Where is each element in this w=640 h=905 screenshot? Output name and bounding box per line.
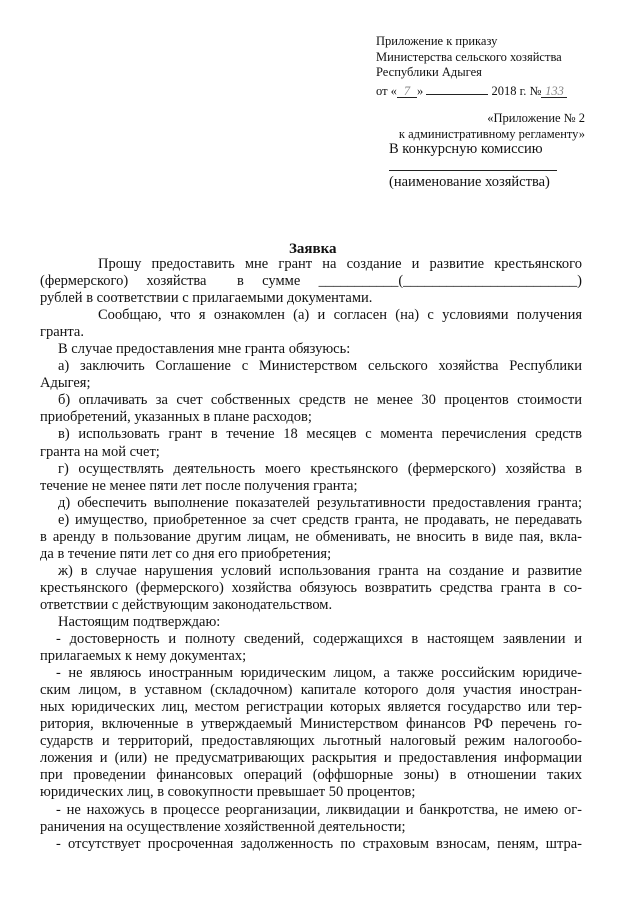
body-line: (фермерского) хозяйства в сумме ___________(________________________): [40, 273, 582, 290]
body-line: раничения на осуществление хозяйственной деятельности;: [40, 818, 406, 835]
order-attachment-header: [376, 34, 567, 99]
header-line-3: Республики Адыгея: [376, 65, 482, 79]
date-day: 7: [397, 84, 417, 98]
body-line: ритория, включенные в утверждаемый Министерством финансов РФ перечень го-: [40, 716, 582, 733]
body-line: ж) в случае нарушения условий использования гранта на создание и развитие: [58, 562, 582, 579]
attachment-line-1: «Приложение № 2: [487, 111, 585, 125]
header-line-2: Министерства сельского хозяйства: [376, 49, 562, 64]
addressee: В конкурсную комиссию: [389, 141, 543, 157]
body-line: юридических лиц, в совокупности превышает 50 процентов;: [40, 784, 416, 801]
body-line: сударств и территорий, предоставляющих льготный налоговый режим налогообо-: [40, 733, 582, 750]
document-title: Заявка: [289, 241, 337, 257]
body-line: а) заключить Соглашение с Министерством сельского хозяйства Республики: [58, 358, 582, 375]
body-line: гранта.: [40, 324, 84, 341]
body-line: в аренду в пользование другим лицам, не обменивать, не вносить в виде пая, вкла-: [40, 528, 582, 545]
body-line: Настоящим подтверждаю:: [58, 613, 221, 630]
body-line: течение не менее пяти лет после получения гранта;: [40, 477, 358, 494]
body-line: при проведении финансовых операций (оффшорные зоны) в отношении таких: [40, 767, 582, 784]
body-line: д) обеспечить выполнение показателей результативности предоставления гранта;: [58, 494, 582, 511]
date-year: 2018 г.: [491, 83, 527, 98]
header-line-1: Приложение к приказу: [376, 34, 498, 48]
body-line: ных юридических лиц, местом регистрации которых является государство или тер-: [40, 699, 582, 716]
date-mid: »: [416, 83, 424, 98]
body-line: ложения и (или) не предусматривающих раскрытия и предоставления информации: [40, 750, 582, 767]
body-line: е) имущество, приобретенное за счет средств гранта, не продавать, не передавать: [58, 511, 582, 528]
body-line: - отсутствует просроченная задолженность по страховым взносам, пеням, штра-: [56, 835, 582, 852]
body-line: да в течение пяти лет со дня его приобретения;: [40, 545, 332, 562]
body-line: В случае предоставления мне гранта обязуюсь:: [58, 341, 351, 358]
header-date-line: [376, 81, 567, 100]
body-line: б) оплачивать за счет собственных средств не менее 30 процентов стоимости: [58, 392, 582, 409]
body-line: ским лицом, в уставном (складочном) капитале которого доля участия иностран-: [40, 682, 582, 699]
body-line: крестьянского (фермерского) хозяйства обязуюсь возвратить средства гранта в со-: [40, 579, 582, 596]
org-name-line: [389, 170, 557, 171]
body-line: в) использовать грант в течение 18 месяцев с момента перечисления средств: [58, 426, 582, 443]
body-line: - не являюсь иностранным юридическим лицом, а также российским юридиче-: [56, 665, 582, 682]
body-line: гранта на мой счет;: [40, 443, 160, 460]
application-body: [40, 256, 582, 853]
body-line: - не нахожусь в процессе реорганизации, ликвидации и банкротства, не имею ог-: [56, 801, 582, 818]
date-prefix: от «: [376, 83, 397, 98]
number-label: №: [529, 83, 542, 98]
regulation-attachment: [389, 111, 585, 142]
date-month: [426, 81, 488, 95]
body-line: ответствии с действующим законодательством.: [40, 596, 333, 613]
body-line: прилагаемых к нему документах;: [40, 648, 247, 665]
attachment-line-2: к административному регламенту»: [398, 126, 585, 141]
body-line: - достоверность и полноту сведений, содержащихся в настоящем заявлении и: [56, 631, 582, 648]
order-number: 133: [541, 84, 567, 98]
body-line: рублей в соответствии с прилагаемыми документами.: [40, 290, 373, 307]
body-line: Адыгея;: [40, 375, 91, 392]
body-line: приобретений, указанных в плане расходов;: [40, 409, 312, 426]
body-line: г) осуществлять деятельность моего крестьянского (фермерского) хозяйства в: [58, 460, 582, 477]
body-line: Сообщаю, что я ознакомлен (а) и согласен (на) с условиями получения: [98, 307, 582, 324]
org-name-label: (наименование хозяйства): [389, 174, 550, 190]
body-line: Прошу предоставить мне грант на создание и развитие крестьянского: [98, 256, 582, 272]
